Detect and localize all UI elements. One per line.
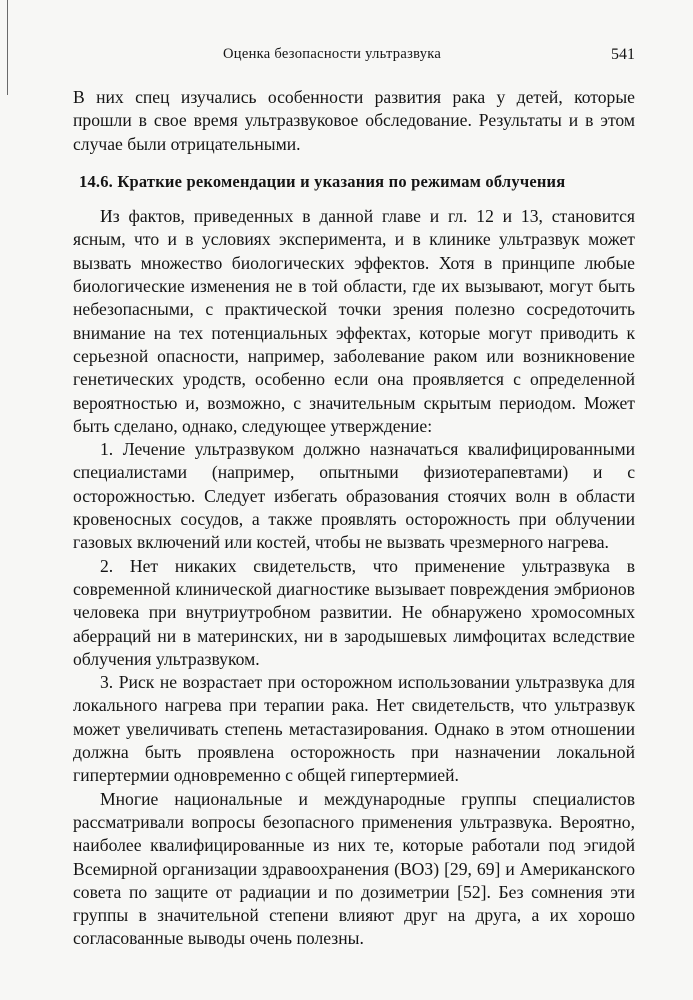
scan-margin-line [7, 0, 8, 95]
recommendation-2: 2. Нет никаких свидетельств, что применение ультразвука в современной клинической диагностике вызывает повреждения эмбрионов человека при внутриутробном развитии. Не обнаружено хромосомных аберраций ни в материнских, ни в зародышевых лимфоцитах вследствие облучения ультразвуком. [73, 555, 635, 669]
body-text [73, 86, 635, 951]
page-header [73, 46, 635, 66]
recommendation-1: 1. Лечение ультразвуком должно назначаться квалифицированными специалистами (например, опытными физиотерапевтами) и с осторожностью. Следует избегать образования стоячих волн в области кровеносных сосудов, а также проявлять осторожность при облучении газовых включений или костей, чтобы не вызвать чрезмерного нагрева. [73, 439, 635, 553]
paragraph-statement: Из фактов, приведенных в данной главе и гл. 12 и 13, становится ясным, что и в условиях эксперимента, и в клинике ультразвук может вызвать множество биологических эффектов. Хотя в принципе любые биологические изменения не в той области, где их вызывают, могут быть небезопасными, с практической точки зрения полезно сосредоточить внимание на тех потенциальных эффектах, которые могут приводить к серьезной опасности, например, заболевание раком или возникновение генетических уродств, особенно если она проявляется с определенной вероятностью и, возможно, с значительным скрытым периодом. Может быть сделано, однако, следующее утверждение: [73, 206, 635, 436]
paragraph-expert-groups: Многие национальные и международные группы специалистов рассматривали вопросы безопасного применения ультразвука. Вероятно, наиболее квалифицированные из них те, которые работали под эгидой Всемирной организации здравоохранения (ВОЗ) [29, 69] и Американского совета по защите от радиации и по дозиметрии [52]. Без сомнения эти группы в значительной степени влияют друг на друга, а их хорошо согласованные выводы очень полезны. [73, 788, 635, 949]
section-heading: 14.6. Краткие рекомендации и указания по режимам облучения [79, 171, 566, 191]
intro-paragraph: В них спец изучались особенности развития рака у детей, которые прошли в свое время ультразвуковое обследование. Результаты и в этом случае были отрицательными. [73, 87, 635, 154]
page-number: 541 [611, 46, 635, 63]
running-title: Оценка безопасности ультразвука [223, 46, 442, 62]
recommendation-3: 3. Риск не возрастает при осторожном использовании ультразвука для локального нагрева при терапии рака. Нет свидетельств, что ультразвук может увеличивать степень метастазирования. Однако в этом отношении должна быть проявлена осторожность при назначении локальной гипертермии одновременно с общей гипертермией. [73, 672, 635, 786]
